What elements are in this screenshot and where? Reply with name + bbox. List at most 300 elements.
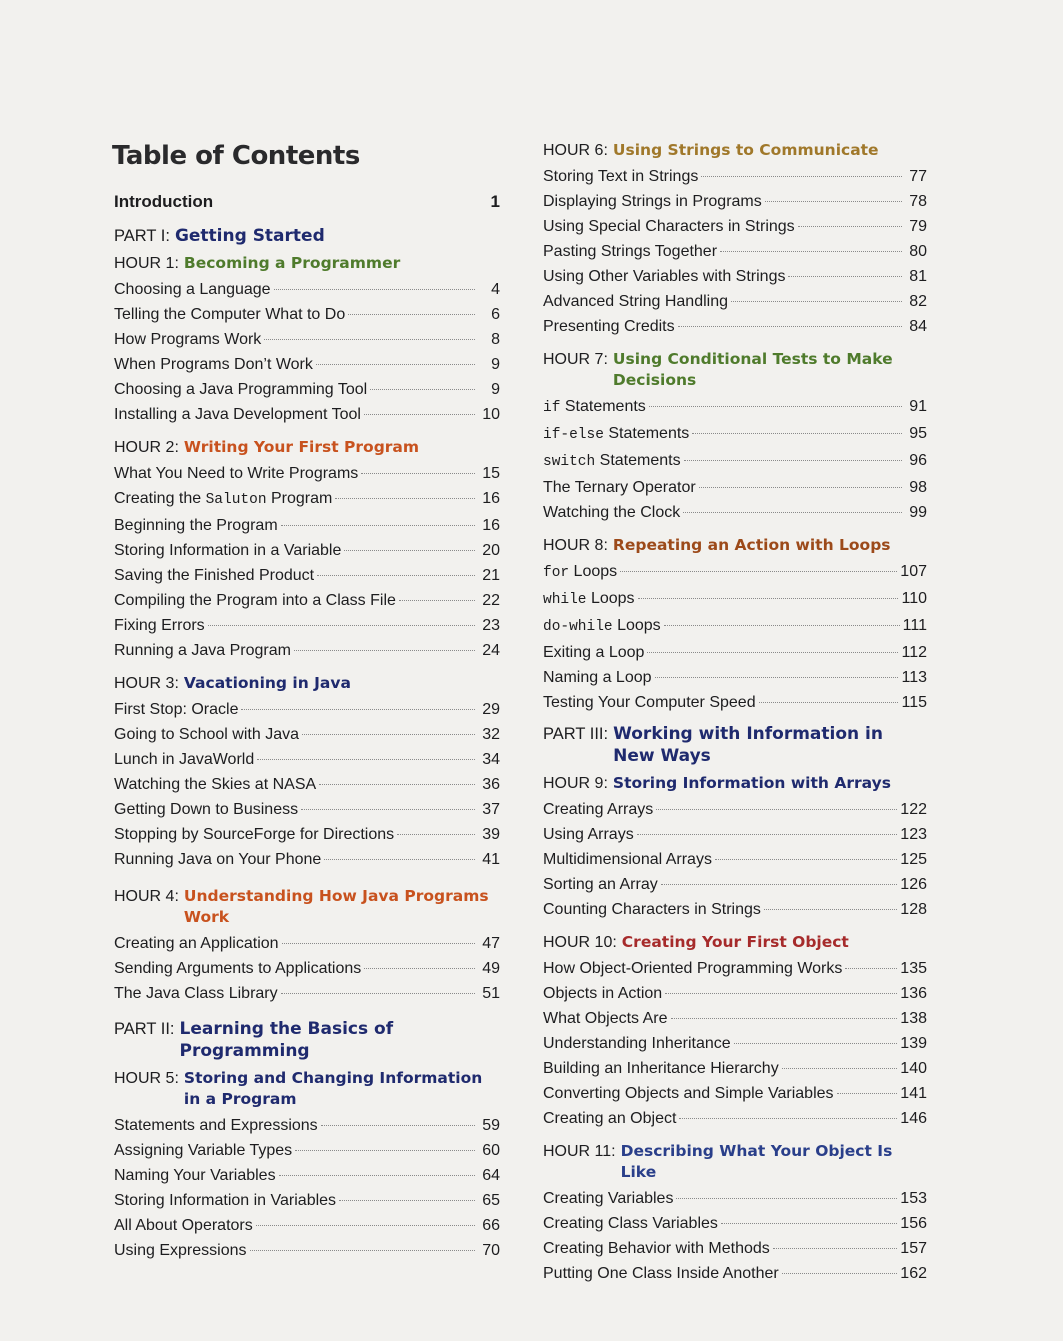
entry-title: Running a Java Program — [114, 642, 291, 659]
entry-title: What You Need to Write Programs — [114, 465, 359, 482]
entry-page: 9 — [491, 381, 500, 398]
entry-title: Testing Your Computer Speed — [543, 694, 756, 711]
entry-title: Creating an Object — [543, 1110, 677, 1127]
leader-dots — [837, 1093, 898, 1094]
toc-entry — [543, 822, 927, 847]
entry-page: 125 — [900, 851, 927, 868]
part-heading-1 — [114, 225, 500, 247]
toc-entry — [114, 1163, 500, 1188]
hour-title: Using Conditional Tests to Make Decisions — [612, 350, 893, 389]
leader-dots — [665, 993, 897, 994]
entry-page: 82 — [909, 293, 927, 310]
toc-entry — [543, 189, 927, 214]
leader-dots — [715, 859, 897, 860]
entry-page: 96 — [909, 452, 927, 469]
entry-title: Choosing a Language — [114, 281, 271, 298]
hour-label: HOUR 5: — [114, 1070, 179, 1087]
hour-heading-3 — [114, 673, 500, 694]
entry-page: 59 — [482, 1117, 500, 1134]
entry-title: Watching the Skies at NASA — [114, 776, 317, 793]
leader-dots — [274, 289, 475, 290]
entry-page: 138 — [900, 1010, 927, 1027]
entry-page: 36 — [482, 776, 500, 793]
entry-title: Watching the Clock — [543, 504, 681, 521]
entry-title: Saving the Finished Product — [114, 567, 315, 584]
toc-entry — [543, 1261, 927, 1286]
toc-left-column — [112, 140, 500, 1263]
leader-dots — [281, 525, 475, 526]
toc-entry — [543, 475, 927, 500]
hour-heading-6 — [543, 140, 927, 161]
entry-page: 32 — [482, 726, 500, 743]
entry-title: Compiling the Program into a Class File — [114, 592, 396, 609]
intro-page: 1 — [490, 192, 500, 211]
leader-dots — [788, 276, 902, 277]
entry-page: 110 — [901, 590, 927, 607]
entry-title: Storing Information in Variables — [114, 1192, 337, 1209]
entry-title: Beginning the Program — [114, 517, 278, 534]
entry-page: 95 — [909, 425, 927, 442]
toc-entry — [114, 588, 500, 613]
leader-dots — [361, 473, 475, 474]
entry-title: Advanced String Handling — [543, 293, 729, 310]
entry-page: 20 — [482, 542, 500, 559]
entry-page: 8 — [491, 331, 500, 348]
toc-entry — [543, 1106, 927, 1131]
hour-title: Writing Your First Program — [183, 438, 420, 456]
entry-page: 141 — [900, 1085, 927, 1102]
leader-dots — [399, 600, 475, 601]
entry-page: 79 — [909, 218, 927, 235]
entry-page: 135 — [900, 960, 927, 977]
entry-title: Counting Characters in Strings — [543, 901, 761, 918]
hour-title: Using Strings to Communicate — [612, 141, 879, 159]
entry-title: Multidimensional Arrays — [543, 851, 712, 868]
toc-entry — [543, 797, 927, 822]
leader-dots — [798, 226, 902, 227]
toc-entry — [114, 513, 500, 538]
leader-dots — [241, 709, 475, 710]
toc-entry — [543, 690, 927, 715]
entry-page: 64 — [482, 1167, 500, 1184]
toc-entry — [543, 956, 927, 981]
toc-entry — [543, 665, 927, 690]
entry-title: Displaying Strings in Programs — [543, 193, 762, 210]
toc-entry — [114, 822, 500, 847]
entry-page: 29 — [482, 701, 500, 718]
leader-dots — [319, 784, 475, 785]
entry-page: 4 — [491, 281, 500, 298]
entry-page: 84 — [909, 318, 927, 335]
entry-page: 80 — [909, 243, 927, 260]
entry-page: 77 — [909, 168, 927, 185]
entry-title: Getting Down to Business — [114, 801, 299, 818]
part-title: Getting Started — [174, 226, 325, 246]
hour-label: HOUR 6: — [543, 142, 608, 159]
toc-entry — [543, 1236, 927, 1261]
toc-entry — [114, 1113, 500, 1138]
entry-page: 122 — [900, 801, 927, 818]
toc-entry — [114, 931, 500, 956]
leader-dots — [364, 414, 475, 415]
toc-entry — [543, 613, 927, 640]
leader-dots — [257, 759, 475, 760]
entry-title: Exiting a Loop — [543, 644, 645, 661]
entry-code: if-else — [543, 427, 604, 443]
hour-heading-9 — [543, 773, 927, 794]
toc-right-column — [541, 140, 927, 1286]
entry-page: 37 — [482, 801, 500, 818]
hour-label: HOUR 8: — [543, 537, 608, 554]
toc-entry — [114, 956, 500, 981]
hour-label: HOUR 2: — [114, 439, 179, 456]
entry-page: 136 — [900, 985, 927, 1002]
leader-dots — [282, 943, 475, 944]
entry-page: 123 — [900, 826, 927, 843]
leader-dots — [295, 1150, 475, 1151]
leader-dots — [845, 968, 897, 969]
toc-entry — [114, 797, 500, 822]
toc-entry — [543, 394, 927, 421]
leader-dots — [764, 909, 897, 910]
entry-page: 146 — [900, 1110, 927, 1127]
entry-title: Stopping by SourceForge for Directions — [114, 826, 395, 843]
leader-dots — [683, 512, 902, 513]
toc-entry — [543, 289, 927, 314]
part-heading-2 — [114, 1018, 500, 1062]
leader-dots — [364, 968, 475, 969]
leader-dots — [701, 176, 902, 177]
entry-title — [543, 559, 617, 586]
hour-label: HOUR 10: — [543, 934, 617, 951]
entry-page: 78 — [909, 193, 927, 210]
leader-dots — [321, 1125, 475, 1126]
toc-entry — [543, 981, 927, 1006]
entry-title-post: Statements — [595, 452, 681, 469]
entry-code: Saluton — [205, 492, 267, 508]
leader-dots — [316, 364, 475, 365]
toc-entry — [543, 500, 927, 525]
hour-label: HOUR 1: — [114, 255, 179, 272]
toc-entry — [114, 981, 500, 1006]
entry-page: 156 — [900, 1215, 927, 1232]
leader-dots — [765, 201, 902, 202]
toc-entry — [114, 563, 500, 588]
entry-title-post: Statements — [560, 398, 646, 415]
entry-title: Creating Variables — [543, 1190, 674, 1207]
entry-title: Fixing Errors — [114, 617, 205, 634]
entry-code: if — [543, 400, 561, 416]
toc-entry — [114, 402, 500, 427]
hour-label: HOUR 3: — [114, 675, 179, 692]
entry-title: Using Arrays — [543, 826, 634, 843]
hour-title: Creating Your First Object — [621, 933, 849, 951]
leader-dots — [678, 326, 902, 327]
entry-title — [543, 448, 681, 475]
leader-dots — [671, 1018, 898, 1019]
leader-dots — [264, 339, 475, 340]
entry-title-post: Loops — [586, 590, 635, 607]
entry-title: What Objects Are — [543, 1010, 668, 1027]
part-title: Working with Information in New Ways — [613, 724, 883, 766]
leader-dots — [335, 498, 475, 499]
entry-page: 162 — [900, 1265, 927, 1282]
leader-dots — [370, 389, 475, 390]
toc-entry — [114, 613, 500, 638]
leader-dots — [661, 884, 898, 885]
toc-entry — [543, 421, 927, 448]
entry-code: switch — [543, 454, 596, 470]
hour-title: Describing What Your Object Is Like — [620, 1142, 893, 1181]
hour-heading-8 — [543, 535, 927, 556]
entry-page: 51 — [482, 985, 500, 1002]
toc-entry — [543, 239, 927, 264]
hour-heading-5 — [114, 1068, 500, 1110]
entry-title-post: Loops — [569, 563, 618, 580]
entry-page: 65 — [482, 1192, 500, 1209]
part-label: PART III: — [543, 725, 609, 743]
entry-page: 140 — [900, 1060, 927, 1077]
entry-page: 112 — [901, 644, 927, 661]
entry-title: Running Java on Your Phone — [114, 851, 322, 868]
toc-entry — [543, 264, 927, 289]
entry-page: 39 — [482, 826, 500, 843]
entry-title: When Programs Don’t Work — [114, 356, 313, 373]
leader-dots — [344, 550, 475, 551]
entry-page: 113 — [901, 669, 927, 686]
part-label: PART II: — [114, 1020, 175, 1038]
entry-title-post: Loops — [612, 617, 661, 634]
hour-heading-4 — [114, 886, 500, 928]
leader-dots — [734, 1043, 898, 1044]
entry-title: Storing Text in Strings — [543, 168, 699, 185]
toc-entry — [114, 1238, 500, 1263]
entry-page: 41 — [482, 851, 500, 868]
entry-page: 49 — [482, 960, 500, 977]
entry-page: 23 — [482, 617, 500, 634]
leader-dots — [647, 652, 898, 653]
leader-dots — [773, 1248, 898, 1249]
leader-dots — [782, 1068, 898, 1069]
entry-title — [543, 394, 646, 421]
toc-entry — [114, 538, 500, 563]
leader-dots — [684, 460, 902, 461]
entry-page: 99 — [909, 504, 927, 521]
toc-entry — [543, 1006, 927, 1031]
toc-entry — [543, 314, 927, 339]
entry-title: Creating an Application — [114, 935, 279, 952]
entry-page: 9 — [491, 356, 500, 373]
toc-entry — [543, 640, 927, 665]
toc-entry — [543, 872, 927, 897]
entry-title: Using Special Characters in Strings — [543, 218, 795, 235]
part-title: Learning the Basics of Programming — [179, 1019, 394, 1061]
leader-dots — [664, 625, 900, 626]
hour-title: Storing Information with Arrays — [612, 774, 891, 792]
entry-page: 126 — [900, 876, 927, 893]
toc-entry — [543, 897, 927, 922]
toc-entry — [543, 1031, 927, 1056]
entry-title: Sending Arguments to Applications — [114, 960, 362, 977]
leader-dots — [208, 625, 475, 626]
toc-entry — [114, 486, 500, 513]
entry-page: 10 — [482, 406, 500, 423]
leader-dots — [339, 1200, 475, 1201]
leader-dots — [294, 650, 475, 651]
entry-title: Telling the Computer What to Do — [114, 306, 346, 323]
hour-label: HOUR 9: — [543, 775, 608, 792]
part-label: PART I: — [114, 227, 170, 245]
entry-page: 157 — [900, 1240, 927, 1257]
leader-dots — [655, 677, 899, 678]
toc-entry — [114, 747, 500, 772]
part-heading-3 — [543, 723, 927, 767]
leader-dots — [317, 575, 475, 576]
hour-heading-11 — [543, 1141, 927, 1183]
entry-title: Objects in Action — [543, 985, 663, 1002]
leader-dots — [620, 571, 897, 572]
toc-entry — [543, 559, 927, 586]
entry-page: 24 — [482, 642, 500, 659]
hour-label: HOUR 11: — [543, 1143, 616, 1160]
entry-title: Using Other Variables with Strings — [543, 268, 786, 285]
leader-dots — [637, 834, 898, 835]
toc-entry — [543, 1211, 927, 1236]
entry-title: Lunch in JavaWorld — [114, 751, 255, 768]
leader-dots — [649, 406, 902, 407]
entry-title: Creating Class Variables — [543, 1215, 718, 1232]
toc-entry — [114, 1138, 500, 1163]
intro-label: Introduction — [114, 192, 214, 211]
leader-dots — [720, 251, 902, 252]
toc-entry — [114, 638, 500, 663]
entry-title: Storing Information in a Variable — [114, 542, 342, 559]
entry-title: Creating Behavior with Methods — [543, 1240, 770, 1257]
entry-title: Presenting Credits — [543, 318, 675, 335]
toc-entry — [543, 1186, 927, 1211]
leader-dots — [731, 301, 902, 302]
entry-title — [114, 486, 332, 513]
hour-title: Storing and Changing Information in a Program — [183, 1069, 483, 1108]
entry-page: 15 — [482, 465, 500, 482]
toc-entry-introduction — [114, 191, 500, 213]
entry-title: Naming a Loop — [543, 669, 652, 686]
entry-page: 111 — [902, 617, 927, 634]
entry-title: Going to School with Java — [114, 726, 299, 743]
toc-entry — [114, 461, 500, 486]
entry-title: How Object-Oriented Programming Works — [543, 960, 843, 977]
leader-dots — [676, 1198, 897, 1199]
toc-entry — [114, 722, 500, 747]
entry-page: 153 — [900, 1190, 927, 1207]
entry-title: Naming Your Variables — [114, 1167, 276, 1184]
entry-title: Creating Arrays — [543, 801, 654, 818]
hour-label: HOUR 7: — [543, 351, 608, 368]
leader-dots — [281, 993, 475, 994]
leader-dots — [699, 487, 902, 488]
entry-page: 66 — [482, 1217, 500, 1234]
entry-page: 6 — [491, 306, 500, 323]
toc-entry — [543, 847, 927, 872]
entry-title: Building an Inheritance Hierarchy — [543, 1060, 779, 1077]
entry-page: 128 — [900, 901, 927, 918]
entry-page: 22 — [482, 592, 500, 609]
entry-code: while — [543, 592, 587, 608]
toc-entry — [114, 1213, 500, 1238]
entry-title: Choosing a Java Programming Tool — [114, 381, 368, 398]
leader-dots — [302, 734, 475, 735]
entry-title: Pasting Strings Together — [543, 243, 718, 260]
leader-dots — [721, 1223, 897, 1224]
page-title: Table of Contents — [112, 141, 360, 171]
entry-title-post: Statements — [603, 425, 690, 442]
leader-dots — [397, 834, 475, 835]
hour-label: HOUR 4: — [114, 888, 179, 905]
hour-title: Understanding How Java Programs Work — [183, 887, 489, 926]
entry-title: Installing a Java Development Tool — [114, 406, 361, 423]
entry-title: Understanding Inheritance — [543, 1035, 731, 1052]
entry-page: 70 — [482, 1242, 500, 1259]
toc-entry — [114, 847, 500, 872]
entry-page: 16 — [482, 490, 500, 507]
toc-entry — [114, 772, 500, 797]
entry-title: Converting Objects and Simple Variables — [543, 1085, 834, 1102]
entry-title: Assigning Variable Types — [114, 1142, 293, 1159]
hour-heading-2 — [114, 437, 500, 458]
entry-title: The Ternary Operator — [543, 479, 696, 496]
leader-dots — [679, 1118, 897, 1119]
toc-entry — [114, 697, 500, 722]
toc-entry — [114, 377, 500, 402]
entry-page: 115 — [901, 694, 927, 711]
hour-heading-7 — [543, 349, 927, 391]
entry-title-post: Program — [266, 490, 333, 507]
toc-entry — [543, 214, 927, 239]
entry-page: 47 — [482, 935, 500, 952]
toc-entry — [114, 1188, 500, 1213]
entry-page: 21 — [482, 567, 500, 584]
entry-page: 107 — [900, 563, 927, 580]
toc-entry — [114, 327, 500, 352]
leader-dots — [348, 314, 475, 315]
entry-title — [543, 586, 635, 613]
leader-dots — [692, 433, 902, 434]
leader-dots — [279, 1175, 475, 1176]
entry-page: 81 — [909, 268, 927, 285]
hour-title: Becoming a Programmer — [183, 254, 401, 272]
leader-dots — [782, 1273, 898, 1274]
entry-title: All About Operators — [114, 1217, 253, 1234]
entry-code: for — [543, 565, 570, 581]
entry-title — [543, 421, 689, 448]
toc-entry — [543, 1056, 927, 1081]
entry-title: Statements and Expressions — [114, 1117, 318, 1134]
entry-code: do-while — [543, 619, 613, 635]
toc-entry — [543, 1081, 927, 1106]
leader-dots — [256, 1225, 475, 1226]
leader-dots — [250, 1250, 476, 1251]
leader-dots — [324, 859, 475, 860]
hour-heading-1 — [114, 253, 500, 274]
hour-heading-10 — [543, 932, 927, 953]
leader-dots — [638, 598, 899, 599]
leader-dots — [759, 702, 899, 703]
toc-entry — [543, 586, 927, 613]
entry-page: 60 — [482, 1142, 500, 1159]
leader-dots — [301, 809, 475, 810]
toc-entry — [114, 277, 500, 302]
entry-title: The Java Class Library — [114, 985, 278, 1002]
